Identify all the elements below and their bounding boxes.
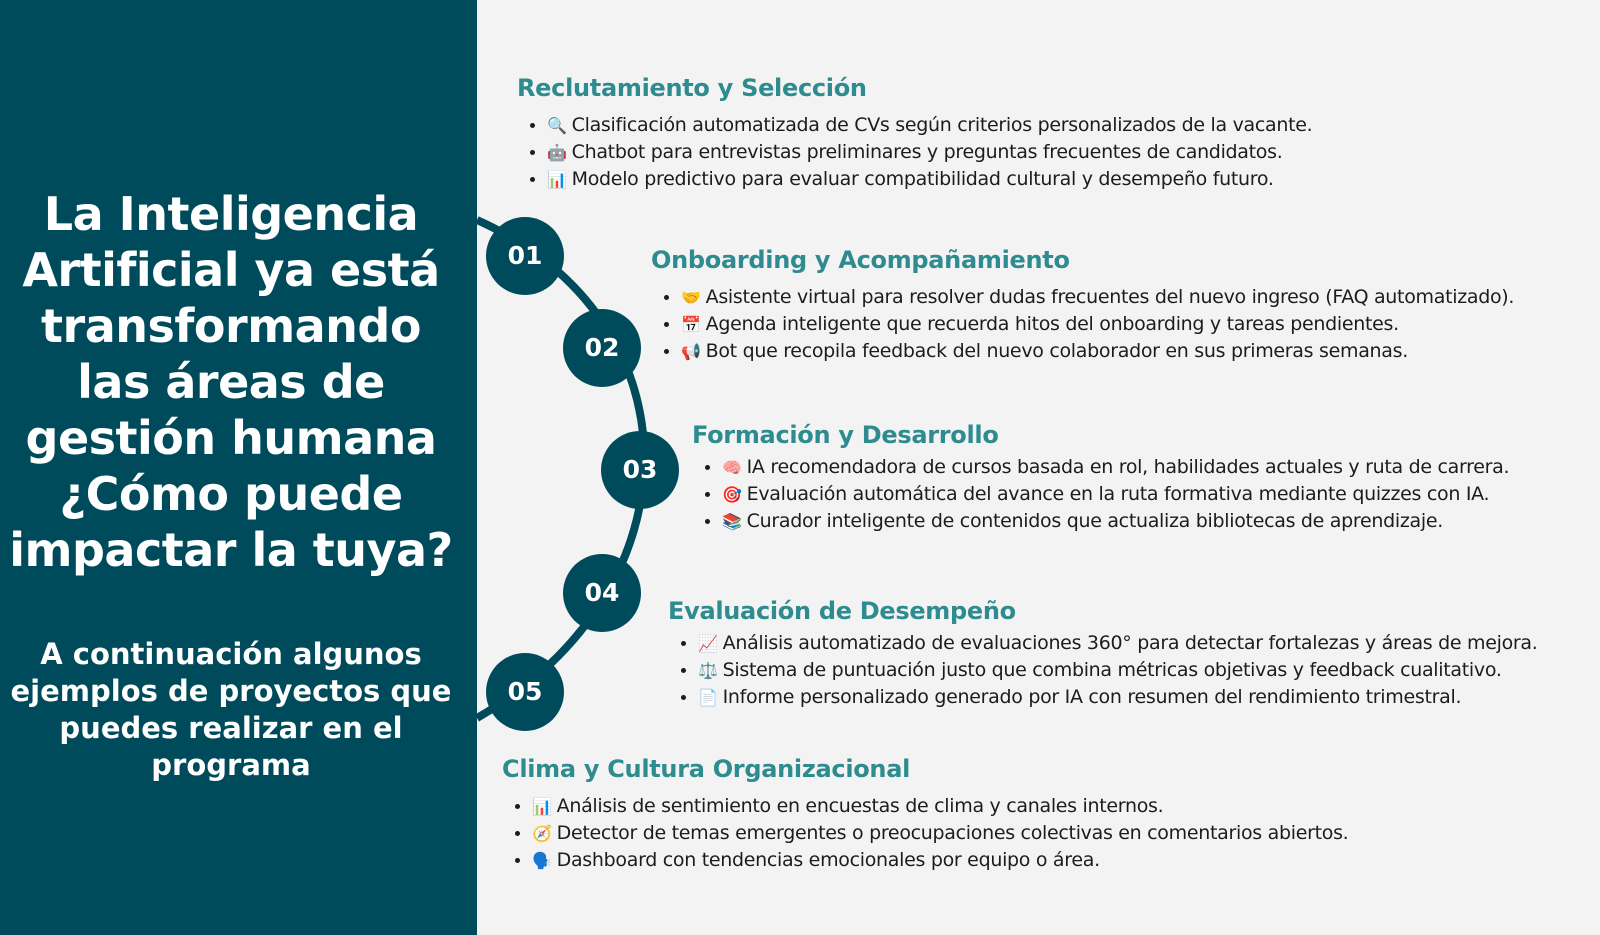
title-line: las áreas de xyxy=(77,355,385,409)
bar-chart-icon: 📊 xyxy=(547,170,567,189)
subtitle-line: puedes realizar en el xyxy=(59,711,403,745)
brain-icon: 🧠 xyxy=(722,458,742,477)
compass-icon: 🧭 xyxy=(532,824,552,843)
list-item: • 🤝 Asistente virtual para resolver dudas frecuentes del nuevo ingreso (FAQ automatizado). xyxy=(681,284,1514,311)
section-formacion xyxy=(692,421,1509,535)
step-number-01: 01 xyxy=(486,217,564,295)
section-reclutamiento xyxy=(517,74,1312,193)
bar-chart-icon: 📊 xyxy=(532,797,552,816)
report-icon: 📄 xyxy=(698,688,718,707)
section-title: Reclutamiento y Selección xyxy=(517,74,867,102)
magnifier-icon: 🔍 xyxy=(547,116,567,135)
section-list xyxy=(517,112,1312,193)
list-item: • 📊 Modelo predictivo para evaluar compatibilidad cultural y desempeño futuro. xyxy=(547,166,1312,193)
list-item: • 📚 Curador inteligente de contenidos que actualiza bibliotecas de aprendizaje. xyxy=(722,508,1509,535)
section-evaluacion xyxy=(668,597,1538,711)
section-list xyxy=(502,793,1348,874)
title-line: gestión humana xyxy=(25,411,437,465)
section-list xyxy=(692,454,1509,535)
trend-chart-icon: 📈 xyxy=(698,634,718,653)
section-clima xyxy=(502,755,1348,874)
subtitle-line: programa xyxy=(151,748,311,782)
list-item: • 🎯 Evaluación automática del avance en la ruta formativa mediante quizzes con IA. xyxy=(722,481,1509,508)
section-title: Formación y Desarrollo xyxy=(692,421,999,449)
list-item: • 🧠 IA recomendadora de cursos basada en rol, habilidades actuales y ruta de carrera. xyxy=(722,454,1509,481)
books-icon: 📚 xyxy=(722,512,742,531)
calendar-icon: 📅 xyxy=(681,315,701,334)
step-number-05: 05 xyxy=(486,653,564,731)
section-title: Evaluación de Desempeño xyxy=(668,597,1016,625)
list-item: • 📈 Análisis automatizado de evaluaciones 360° para detectar fortalezas y áreas de mejora. xyxy=(698,630,1538,657)
subtitle-line: ejemplos de proyectos que xyxy=(10,674,452,708)
title-line: impactar la tuya? xyxy=(9,523,453,577)
section-title: Clima y Cultura Organizacional xyxy=(502,755,911,783)
step-number-04: 04 xyxy=(563,554,641,632)
section-title: Onboarding y Acompañamiento xyxy=(651,246,1070,274)
list-item: • 📊 Análisis de sentimiento en encuestas de clima y canales internos. xyxy=(532,793,1348,820)
step-number-03: 03 xyxy=(601,431,679,509)
title-line: La Inteligencia xyxy=(43,187,419,241)
robot-icon: 🤖 xyxy=(547,143,567,162)
title-line: transformando xyxy=(41,299,421,353)
section-onboarding xyxy=(651,246,1514,365)
handshake-icon: 🤝 xyxy=(681,288,701,307)
subtitle-line: A continuación algunos xyxy=(40,637,422,671)
megaphone-icon: 📢 xyxy=(681,342,701,361)
list-item: • 🧭 Detector de temas emergentes o preocupaciones colectivas en comentarios abiertos. xyxy=(532,820,1348,847)
target-icon: 🎯 xyxy=(722,485,742,504)
list-item: • 📅 Agenda inteligente que recuerda hitos del onboarding y tareas pendientes. xyxy=(681,311,1514,338)
list-item: • ⚖️ Sistema de puntuación justo que combina métricas objetivas y feedback cualitativo. xyxy=(698,657,1538,684)
title-line: ¿Cómo puede xyxy=(59,467,403,521)
list-item: • 📄 Informe personalizado generado por IA con resumen del rendimiento trimestral. xyxy=(698,684,1538,711)
speaking-head-icon: 🗣️ xyxy=(532,851,552,870)
section-list xyxy=(668,630,1538,711)
section-list xyxy=(651,284,1514,365)
list-item: • 📢 Bot que recopila feedback del nuevo colaborador en sus primeras semanas. xyxy=(681,338,1514,365)
list-item: • 🤖 Chatbot para entrevistas preliminares y preguntas frecuentes de candidatos. xyxy=(547,139,1312,166)
scale-icon: ⚖️ xyxy=(698,661,718,680)
list-item: • 🗣️ Dashboard con tendencias emocionales por equipo o área. xyxy=(532,847,1348,874)
title-line: Artificial ya está xyxy=(22,243,440,297)
list-item: • 🔍 Clasificación automatizada de CVs según criterios personalizados de la vacante. xyxy=(547,112,1312,139)
step-number-02: 02 xyxy=(563,309,641,387)
